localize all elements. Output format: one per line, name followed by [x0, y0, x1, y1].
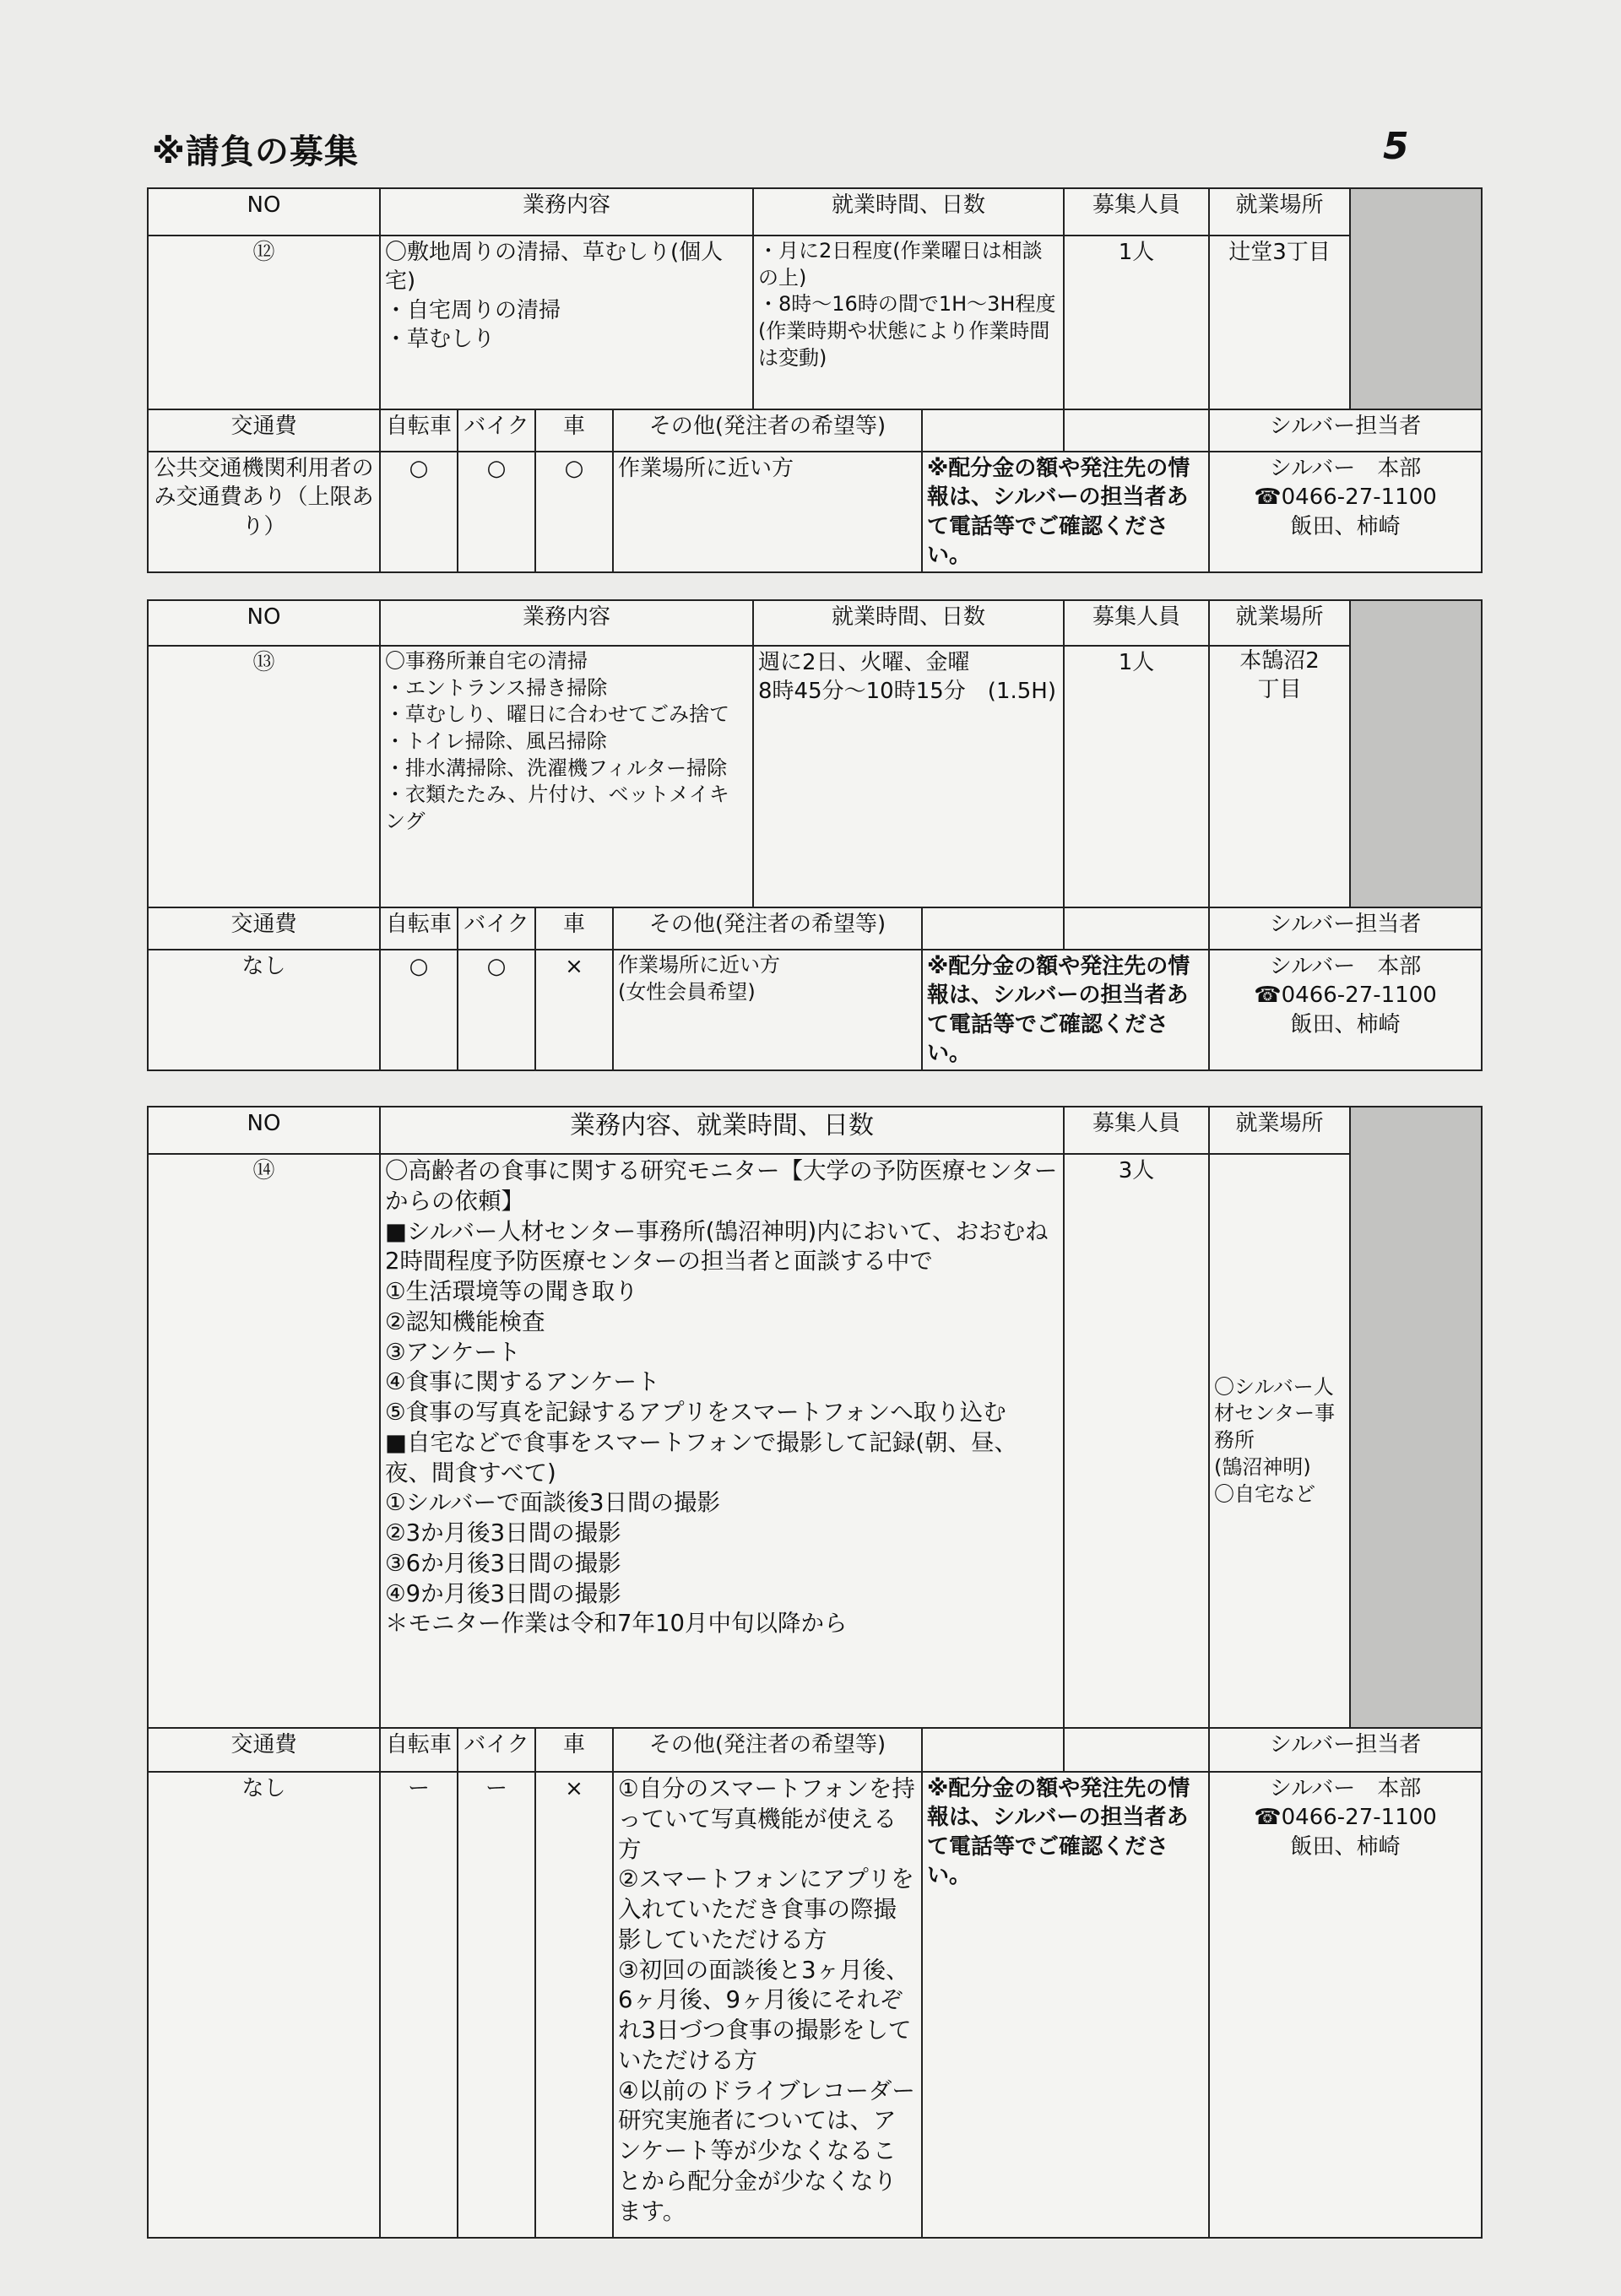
other-line: ④以前のドライブレコーダー研究実施者については、アンケート等が少なくなることから配分金が少なくなります。	[618, 2077, 915, 2225]
blank-cell	[1064, 409, 1209, 452]
header-bicycle: 自転車	[380, 1728, 458, 1772]
work-line: ・自宅周りの清掃	[385, 297, 561, 323]
other-line: 作業場所に近い方	[618, 953, 780, 977]
job-table-14	[147, 1106, 1483, 2239]
header-no: NO	[148, 600, 380, 646]
other-line: ②スマートフォンにアプリを入れていただき食事の際撮影していただける方	[618, 1866, 914, 1953]
header-bike: バイク	[458, 1728, 535, 1772]
contact-info	[1209, 1772, 1482, 2238]
header-bike: バイク	[458, 907, 535, 950]
header-staff: 募集人員	[1064, 188, 1209, 236]
header-place: 就業場所	[1209, 1107, 1350, 1154]
header-place: 就業場所	[1209, 188, 1350, 236]
blank-cell	[1064, 907, 1209, 950]
contact-office: シルバー 本部	[1269, 1776, 1422, 1801]
header-other: その他(発注者の希望等)	[613, 1728, 922, 1772]
header-no: NO	[148, 1107, 380, 1154]
work-description	[380, 236, 753, 409]
blank-cell	[922, 409, 1064, 452]
contact-phone: ☎0466-27-1100	[1254, 1805, 1437, 1831]
header-transport: 交通費	[148, 409, 380, 452]
other-line: ③初回の面談後と3ヶ月後、6ヶ月後、9ヶ月後にそれぞれ3日づつ食事の撮影をしていただける方	[618, 1956, 912, 2074]
header-bike: バイク	[458, 409, 535, 452]
header-work: 業務内容	[380, 188, 753, 236]
header-no: NO	[148, 188, 380, 236]
header-transport: 交通費	[148, 907, 380, 950]
header-place: 就業場所	[1209, 600, 1350, 646]
contact-office: シルバー 本部	[1269, 954, 1422, 979]
work-line: ・エントランス掃き掃除	[385, 675, 608, 700]
header-contact: シルバー担当者	[1209, 907, 1482, 950]
page-number: 5	[1383, 125, 1409, 168]
work-line: ②認知機能検査	[385, 1308, 545, 1335]
header-hours: 就業時間、日数	[753, 600, 1064, 646]
header-other: その他(発注者の希望等)	[613, 409, 922, 452]
staff-count: 1人	[1064, 646, 1209, 907]
header-staff: 募集人員	[1064, 600, 1209, 646]
bicycle-value: ○	[380, 950, 458, 1070]
work-line: ①シルバーで面談後3日間の撮影	[385, 1489, 721, 1517]
work-line: ・排水溝掃除、洗濯機フィルター掃除	[385, 755, 728, 780]
work-line: ■自宅などで食事をスマートフォンで撮影して記録(朝、昼、夜、間食すべて)	[385, 1428, 1017, 1486]
place-line: (鵠沼神明)	[1214, 1454, 1311, 1479]
work-description	[380, 646, 753, 907]
work-line: ・衣類たたみ、片付け、ベットメイキング	[385, 782, 729, 834]
header-hours: 就業時間、日数	[753, 188, 1064, 236]
contact-staff: 飯田、柿崎	[1290, 1833, 1401, 1860]
distribution-notice: ※配分金の額や発注先の情報は、シルバーの担当者あて電話等でご確認ください。	[922, 452, 1209, 572]
job-number: ⑫	[148, 236, 380, 409]
work-description	[380, 1154, 1064, 1728]
work-line: ＊モニター作業は令和7年10月中旬以降から	[385, 1610, 848, 1638]
job-number: ⑬	[148, 646, 380, 907]
work-hours	[753, 646, 1064, 907]
transport-value: 公共交通機関利用者のみ交通費あり（上限あり）	[148, 452, 380, 572]
work-line: ・草むしり	[385, 326, 496, 352]
blank-cell	[922, 1728, 1064, 1772]
job-table-13	[147, 599, 1483, 1071]
distribution-notice: ※配分金の額や発注先の情報は、シルバーの担当者あて電話等でご確認ください。	[922, 1772, 1209, 2238]
work-line: 〇事務所兼自宅の清掃	[385, 649, 588, 673]
job-number: ⑭	[148, 1154, 380, 1728]
header-work-hours: 業務内容、就業時間、日数	[380, 1107, 1064, 1154]
page-title: ※請負の募集	[152, 133, 359, 171]
work-line: ③6か月後3日間の撮影	[385, 1549, 621, 1577]
bike-value: ○	[458, 452, 535, 572]
staff-count: 1人	[1064, 236, 1209, 409]
header-car: 車	[535, 409, 613, 452]
other-requirements	[613, 452, 922, 572]
place-line: 〇自宅など	[1214, 1481, 1316, 1506]
contact-office: シルバー 本部	[1269, 456, 1422, 481]
work-line: ・トイレ掃除、風呂掃除	[385, 729, 607, 754]
header-car: 車	[535, 907, 613, 950]
other-requirements	[613, 1772, 922, 2238]
blank-cell	[922, 907, 1064, 950]
hours-line: 週に2日、火曜、金曜	[758, 650, 970, 675]
car-value: ○	[535, 452, 613, 572]
hours-line: 8時45分～10時15分 (1.5H)	[758, 679, 1056, 705]
header-staff: 募集人員	[1064, 1107, 1209, 1154]
work-line: 〇高齢者の食事に関する研究モニター【大学の予防医療センターからの依頼】	[385, 1157, 1058, 1215]
work-line: ②3か月後3日間の撮影	[385, 1519, 621, 1546]
other-line: (女性会員希望)	[618, 979, 756, 1004]
work-line: ①生活環境等の聞き取り	[385, 1278, 638, 1305]
bike-value: ー	[458, 1772, 535, 2238]
other-line: 作業場所に近い方	[618, 456, 794, 481]
shaded-cell	[1350, 1107, 1482, 1728]
work-line: ■シルバー人材センター事務所(鵠沼神明)内において、おおむね2時間程度予防医療センターの担当者と面談する中で	[385, 1217, 1049, 1275]
work-place: 本鵠沼2丁目	[1209, 646, 1350, 907]
header-work: 業務内容	[380, 600, 753, 646]
work-place	[1209, 1154, 1350, 1728]
bike-value: ○	[458, 950, 535, 1070]
contact-info	[1209, 950, 1482, 1070]
shaded-cell	[1350, 188, 1482, 409]
job-table-12	[147, 187, 1483, 573]
work-line: ③アンケート	[385, 1338, 521, 1366]
header-contact: シルバー担当者	[1209, 1728, 1482, 1772]
contact-info	[1209, 452, 1482, 572]
header-contact: シルバー担当者	[1209, 409, 1482, 452]
work-place: 辻堂3丁目	[1209, 236, 1350, 409]
work-line: ⑤食事の写真を記録するアプリをスマートフォンへ取り込む	[385, 1399, 1006, 1426]
work-line: 〇敷地周りの清掃、草むしり(個人宅)	[385, 240, 724, 295]
other-line: ①自分のスマートフォンを持っていて写真機能が使える方	[618, 1775, 915, 1863]
other-requirements	[613, 950, 922, 1070]
work-line: ④9か月後3日間の撮影	[385, 1579, 621, 1607]
staff-count: 3人	[1064, 1154, 1209, 1728]
work-line: ④食事に関するアンケート	[385, 1368, 660, 1396]
header-bicycle: 自転車	[380, 907, 458, 950]
transport-value: なし	[148, 950, 380, 1070]
contact-phone: ☎0466-27-1100	[1254, 485, 1437, 511]
work-line: ・草むしり、曜日に合わせてごみ捨て	[385, 702, 729, 727]
work-hours	[753, 236, 1064, 409]
shaded-cell	[1350, 600, 1482, 907]
transport-value: なし	[148, 1772, 380, 2238]
car-value: ×	[535, 1772, 613, 2238]
contact-phone: ☎0466-27-1100	[1254, 983, 1437, 1009]
header-bicycle: 自転車	[380, 409, 458, 452]
hours-line: ・8時～16時の間で1H～3H程度(作業時期や状態により作業時間は変動)	[758, 292, 1056, 370]
bicycle-value: ー	[380, 1772, 458, 2238]
distribution-notice: ※配分金の額や発注先の情報は、シルバーの担当者あて電話等でご確認ください。	[922, 950, 1209, 1070]
blank-cell	[1064, 1728, 1209, 1772]
place-line: 〇シルバー人材センター事務所	[1214, 1374, 1336, 1453]
header-car: 車	[535, 1728, 613, 1772]
header-other: その他(発注者の希望等)	[613, 907, 922, 950]
contact-staff: 飯田、柿崎	[1290, 513, 1401, 539]
bicycle-value: ○	[380, 452, 458, 572]
hours-line: ・月に2日程度(作業曜日は相談の上)	[758, 239, 1043, 290]
car-value: ×	[535, 950, 613, 1070]
header-transport: 交通費	[148, 1728, 380, 1772]
contact-staff: 飯田、柿崎	[1290, 1011, 1401, 1037]
